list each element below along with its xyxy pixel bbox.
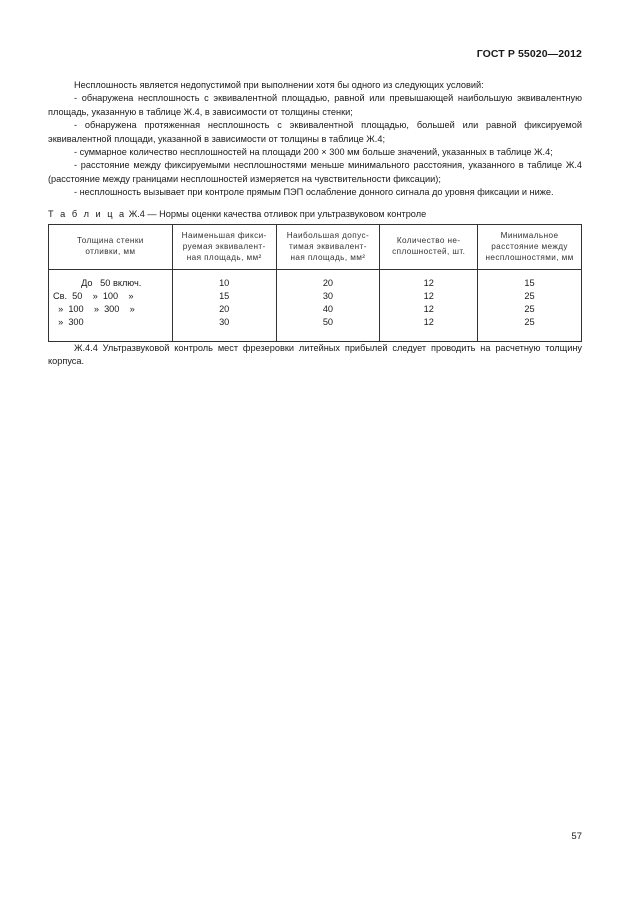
- cell-thickness: Св. 50 » 100 »: [49, 290, 173, 303]
- table-header-row: [49, 224, 582, 269]
- condition-item: - обнаружена несплошность с эквивалентной площадью, равной или превышающей наибольшую эквивалентную площадь, указанную в таблице Ж.4, в зависимости от толщины стенки;: [48, 93, 582, 117]
- cell-count: 12: [380, 290, 478, 303]
- table-caption-label: Т а б л и ц а: [48, 208, 127, 219]
- header-defect-count: Количество не- сплошностей, шт.: [380, 224, 478, 269]
- table-row: [49, 316, 582, 342]
- cell-distance: 25: [478, 290, 582, 303]
- cell-thickness: » 300: [49, 316, 173, 342]
- table-row: [49, 269, 582, 290]
- cell-distance: 15: [478, 269, 582, 290]
- cell-count: 12: [380, 303, 478, 316]
- cell-distance: 25: [478, 316, 582, 342]
- header-wall-thickness: Толщина стенки отливки, мм: [49, 224, 173, 269]
- condition-item: - несплошность вызывает при контроле прямым ПЭП ослабление донного сигнала до уровня фиксации и ниже.: [74, 187, 554, 198]
- condition-item: - обнаружена протяженная несплошность с эквивалентной площадью, большей или равной фиксируемой эквивалентной площади, указанной в зависимости от толщины в таблице Ж.4;: [48, 120, 582, 144]
- cell-min-area: 15: [172, 290, 276, 303]
- condition-item: - расстояние между фиксируемыми несплошностями меньше минимального расстояния, указанного в таблице Ж.4 (расстояние между границами несплошностей измеряется на чувствительности фиксации);: [48, 160, 582, 184]
- quality-norms-table: [48, 224, 582, 342]
- table-caption-title: Ж.4 — Нормы оценки качества отливок при ультразвуковом контроле: [128, 208, 427, 219]
- cell-max-area: 40: [276, 303, 380, 316]
- cell-distance: 25: [478, 303, 582, 316]
- cell-max-area: 50: [276, 316, 380, 342]
- header-min-distance: Минимальное расстояние между несплошностями, мм: [478, 224, 582, 269]
- table-row: [49, 290, 582, 303]
- cell-min-area: 20: [172, 303, 276, 316]
- page-number: 57: [571, 831, 582, 842]
- table-caption: [48, 208, 582, 221]
- table-row: [49, 303, 582, 316]
- cell-max-area: 20: [276, 269, 380, 290]
- cell-min-area: 30: [172, 316, 276, 342]
- document-body: [48, 79, 582, 368]
- condition-item: - суммарное количество несплошностей на площади 200 × 300 мм больше значений, указанных в таблице Ж.4;: [74, 147, 553, 158]
- document-code: ГОСТ Р 55020—2012: [476, 48, 582, 60]
- cell-count: 12: [380, 316, 478, 342]
- cell-max-area: 30: [276, 290, 380, 303]
- cell-thickness: » 100 » 300 »: [49, 303, 173, 316]
- cell-min-area: 10: [172, 269, 276, 290]
- intro-paragraph: Несплошность является недопустимой при выполнении хотя бы одного из следующих условий:: [74, 80, 484, 90]
- section-zh-4-4: Ж.4.4 Ультразвуковой контроль мест фрезеровки литейных прибылей следует проводить на расчетную толщину корпуса.: [48, 342, 582, 367]
- header-min-equivalent-area: Наименьшая фикси- руемая эквивалент- ная площадь, мм²: [172, 224, 276, 269]
- cell-thickness: До 50 включ.: [49, 269, 173, 290]
- cell-count: 12: [380, 269, 478, 290]
- header-max-equivalent-area: Наибольшая допус- тимая эквивалент- ная площадь, мм²: [276, 224, 380, 269]
